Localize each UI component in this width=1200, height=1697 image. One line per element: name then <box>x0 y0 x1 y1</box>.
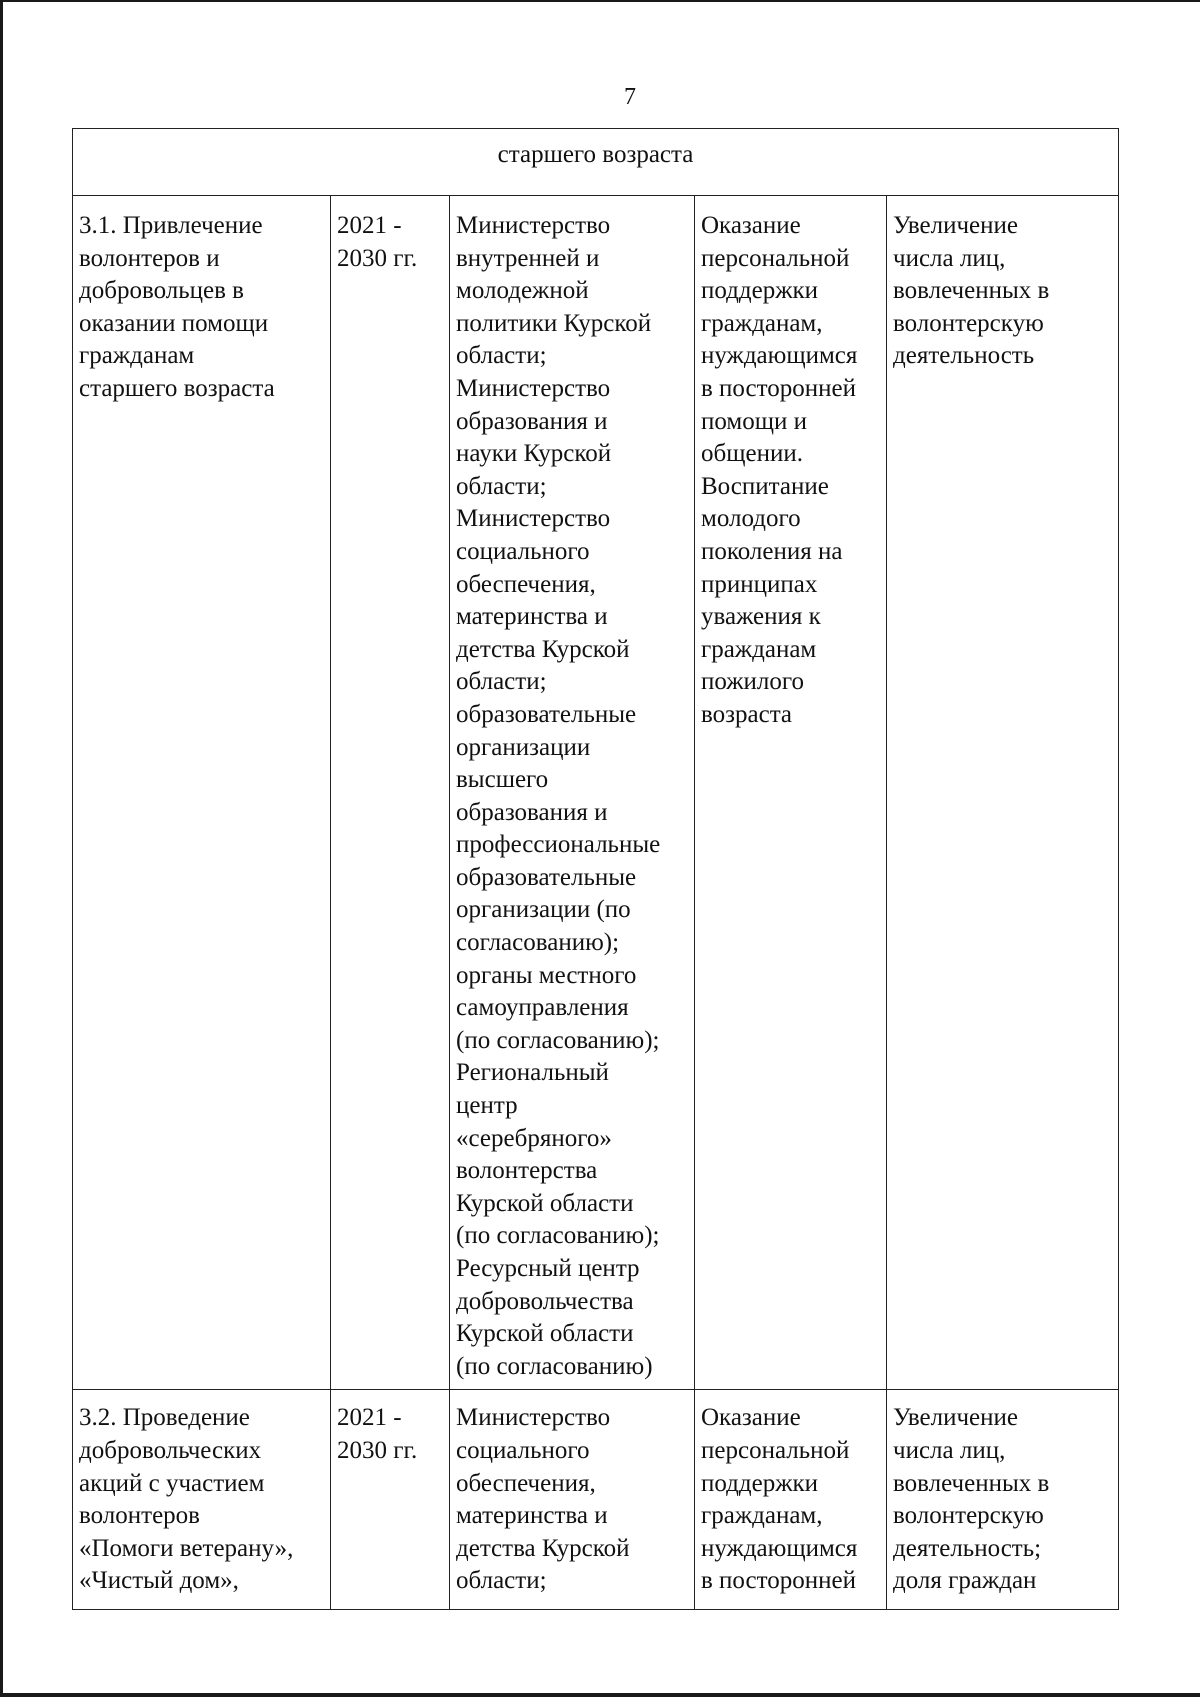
cell-text-line: числа лиц, <box>893 1436 1006 1464</box>
cell-text-line: «серебряного» <box>456 1124 612 1152</box>
section-title: старшего возраста <box>73 129 1119 196</box>
cell-text-line: волонтерства <box>456 1157 598 1185</box>
cell-text-line: 2030 гг. <box>337 1436 418 1464</box>
activity-cell <box>73 1390 331 1610</box>
cell-text-line: самоуправления <box>456 994 629 1022</box>
cell-text-line: Курской области <box>456 1320 634 1348</box>
scan-edge <box>0 1693 1200 1697</box>
cell-text-line: образовательные <box>456 863 637 891</box>
cell-text-line: образования и <box>456 407 608 435</box>
cell-text-line: социального <box>456 1436 590 1464</box>
cell-text-line: волонтеров <box>79 1502 200 1530</box>
cell-text-line: 2030 гг. <box>337 244 418 272</box>
executors-cell <box>450 1390 695 1610</box>
cell-text-line: организации (по <box>456 896 631 924</box>
cell-text-line: молодого <box>701 505 801 533</box>
cell-text-line: 2021 - <box>337 1404 402 1432</box>
cell-text-line: деятельность <box>893 342 1035 370</box>
cell-text-line: в посторонней <box>701 374 856 402</box>
cell-text-line: 2021 - <box>337 212 402 239</box>
cell-text-line: Ресурсный центр <box>456 1255 640 1282</box>
cell-text-line: в посторонней <box>701 1567 856 1595</box>
cell-text-line: Оказание <box>701 1404 801 1432</box>
cell-text-line: Увеличение <box>893 1404 1019 1432</box>
cell-text-line: деятельность; <box>893 1534 1042 1562</box>
cell-text-line: гражданам <box>79 342 195 370</box>
cell-text-line: области; <box>456 342 547 370</box>
cell-text-line: пожилого <box>701 668 805 696</box>
scan-edge <box>0 0 1200 2</box>
cell-text-line: принципах <box>701 570 818 598</box>
cell-text-line: Оказание <box>701 212 801 239</box>
cell-text-line: 3.1. Привлечение <box>79 212 263 239</box>
cell-text-line: профессиональные <box>456 831 661 859</box>
table-row <box>73 196 1119 1390</box>
cell-text-line: Курской области <box>456 1189 634 1217</box>
cell-text-line: поколения на <box>701 537 843 565</box>
content-cell <box>695 196 887 1390</box>
cell-text-line: 3.2. Проведение <box>79 1404 250 1432</box>
cell-text-line: политики Курской <box>456 309 652 337</box>
cell-text-line: поддержки <box>701 277 818 305</box>
cell-text-line: гражданам, <box>701 309 823 337</box>
cell-text-line: гражданам, <box>701 1502 823 1530</box>
cell-text-line: уважения к <box>701 603 821 631</box>
cell-text-line: нуждающимся <box>701 342 858 370</box>
page-number: 7 <box>624 84 636 110</box>
cell-text-line: области; <box>456 1567 547 1595</box>
cell-text-line: обеспечения, <box>456 570 596 598</box>
cell-text-line: внутренней и <box>456 244 600 272</box>
cell-text-line: акций с участием <box>79 1469 265 1497</box>
cell-text-line: (по согласованию); <box>456 1222 660 1250</box>
cell-text-line: организации <box>456 733 591 761</box>
section-header-row <box>73 129 1119 196</box>
cell-text-line: Министерство <box>456 1404 611 1432</box>
scan-edge <box>0 0 3 1697</box>
cell-text-line: добровольческих <box>79 1436 262 1464</box>
cell-text-line: детства Курской <box>456 635 630 663</box>
cell-text-line: материнства и <box>456 1502 608 1530</box>
cell-text-line: (по согласованию) <box>456 1352 653 1380</box>
cell-text-line: Министерство <box>456 505 611 533</box>
cell-text-line: «Чистый дом», <box>79 1567 239 1595</box>
cell-text-line: молодежной <box>456 277 589 305</box>
cell-text-line: обеспечения, <box>456 1469 596 1497</box>
cell-text-line: старшего возраста <box>79 374 275 402</box>
result-cell <box>887 1390 1119 1610</box>
cell-text-line: волонтерскую <box>893 309 1044 337</box>
cell-text-line: поддержки <box>701 1469 818 1497</box>
cell-text-line: оказании помощи <box>79 309 269 337</box>
executors-cell <box>450 196 695 1390</box>
activity-cell <box>73 196 331 1390</box>
cell-text-line: гражданам <box>701 635 817 663</box>
cell-text-line: волонтерскую <box>893 1502 1044 1530</box>
period-cell <box>331 196 450 1390</box>
cell-text-line: добровольцев в <box>79 277 244 305</box>
cell-text-line: добровольчества <box>456 1287 634 1315</box>
cell-text-line: возраста <box>701 700 793 728</box>
cell-text-line: (по согласованию); <box>456 1026 660 1054</box>
cell-text-line: органы местного <box>456 961 637 989</box>
cell-text-line: области; <box>456 668 547 696</box>
cell-text-line: образовательные <box>456 700 637 728</box>
cell-text-line: социального <box>456 537 590 565</box>
result-cell <box>887 196 1119 1390</box>
cell-text-line: Региональный <box>456 1059 609 1087</box>
cell-text-line: волонтеров и <box>79 244 220 272</box>
table-row <box>73 1390 1119 1610</box>
cell-text-line: вовлеченных в <box>893 1469 1050 1497</box>
cell-text-line: Министерство <box>456 212 611 239</box>
content-cell <box>695 1390 887 1610</box>
cell-text-line: области; <box>456 472 547 500</box>
cell-text-line: детства Курской <box>456 1534 630 1562</box>
cell-text-line: Увеличение <box>893 212 1019 239</box>
cell-text-line: общении. <box>701 440 803 468</box>
cell-text-line: материнства и <box>456 603 608 631</box>
plan-table <box>72 128 1119 1610</box>
cell-text-line: науки Курской <box>456 440 612 468</box>
cell-text-line: Министерство <box>456 374 611 402</box>
cell-text-line: «Помоги ветерану», <box>79 1534 294 1562</box>
cell-text-line: персональной <box>701 1436 850 1464</box>
cell-text-line: числа лиц, <box>893 244 1006 272</box>
cell-text-line: согласованию); <box>456 929 620 957</box>
cell-text-line: центр <box>456 1092 518 1120</box>
cell-text-line: персональной <box>701 244 850 272</box>
cell-text-line: вовлеченных в <box>893 277 1050 305</box>
period-cell <box>331 1390 450 1610</box>
cell-text-line: доля граждан <box>893 1567 1037 1595</box>
cell-text-line: высшего <box>456 766 549 794</box>
cell-text-line: помощи и <box>701 407 807 435</box>
cell-text-line: нуждающимся <box>701 1534 858 1562</box>
cell-text-line: Воспитание <box>701 472 829 500</box>
cell-text-line: образования и <box>456 798 608 826</box>
